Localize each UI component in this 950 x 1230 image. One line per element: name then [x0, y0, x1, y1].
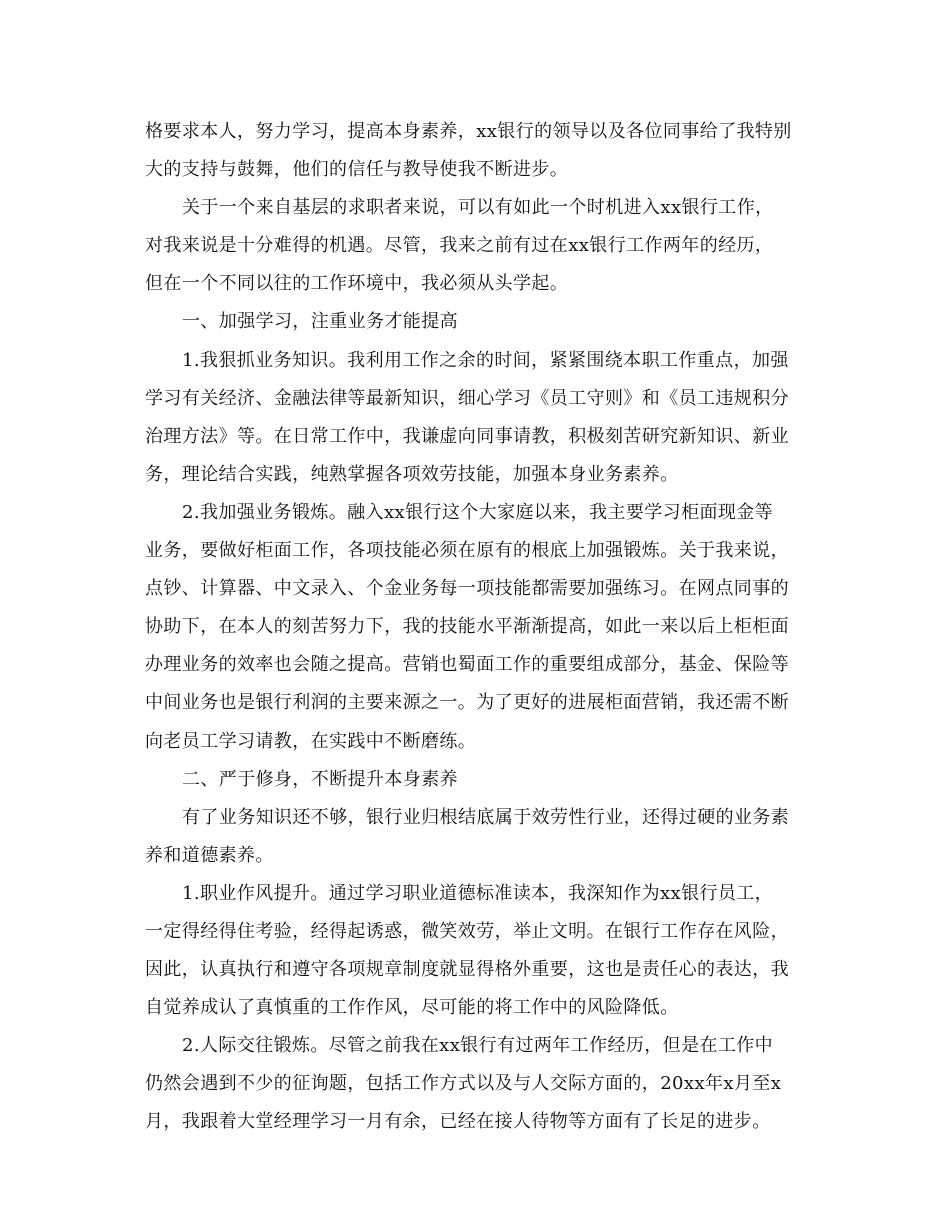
- text-line: 协助下，在本人的刻苦努力下，我的技能水平渐渐提高，如此一来以后上柜柜面: [145, 616, 789, 638]
- text-line: 办理业务的效率也会随之提高。营销也蜀面工作的重要组成部分，基金、保险等: [145, 654, 789, 676]
- text-line: 1.我狠抓业务知识。我利用工作之余的时间，紧紧围绕本职工作重点，加强: [182, 349, 789, 371]
- text-line: 一定得经得住考验，经得起诱惑，微笑效劳，举止文明。在银行工作存在风险，: [145, 920, 789, 942]
- text-line: 业务，要做好柜面工作，各项技能必须在原有的根底上加强锻炼。关于我来说，: [145, 540, 789, 562]
- text-line: 1.职业作风提升。通过学习职业道德标准读本，我深知作为xx银行员工，: [182, 882, 774, 904]
- text-line: 2.人际交往锻炼。尽管之前我在xx银行有过两年工作经历，但是在工作中: [182, 1035, 774, 1057]
- text-line: 有了业务知识还不够，银行业归根结底属于效劳性行业，还得过硬的业务素: [182, 806, 790, 828]
- text-line: 2.我加强业务锻炼。融入xx银行这个大家庭以来，我主要学习柜面现金等: [182, 501, 774, 523]
- text-line: 因此，认真执行和遵守各项规章制度就显得格外重要，这也是责任心的表达，我: [145, 959, 789, 981]
- text-line: 关于一个来自基层的求职者来说，可以有如此一个时机进入xx银行工作，: [182, 197, 774, 219]
- text-line: 一、加强学习，注重业务才能提高: [182, 311, 458, 333]
- text-line: 格要求本人，努力学习，提高本身素养，xx银行的领导以及各位同事给了我特别: [145, 121, 792, 142]
- document-body: [145, 113, 805, 1142]
- text-line: 二、严于修身，不断提升本身素养: [182, 768, 458, 790]
- text-line: 大的支持与鼓舞，他们的信任与教导使我不断进步。: [145, 159, 569, 181]
- text-line: 月，我跟着大堂经理学习一月有余，已经在接人待物等方面有了长足的进步。: [145, 1111, 771, 1133]
- text-line: 但在一个不同以往的工作环境中，我必须从头学起。: [145, 273, 569, 295]
- text-line: 点钞、计算器、中文录入、个金业务每一项技能都需要加强练习。在网点同事的: [145, 578, 789, 600]
- text-line: 学习有关经济、金融法律等最新知识，细心学习《员工守则》和《员工违规积分: [145, 387, 789, 409]
- text-line: 向老员工学习请教，在实践中不断磨练。: [145, 730, 477, 752]
- text-line: 务，理论结合实践，纯熟掌握各项效劳技能，加强本身业务素养。: [145, 463, 679, 485]
- text-line: 养和道德素养。: [145, 844, 274, 866]
- text-line: 治理方法》等。在日常工作中，我谦虚向同事请教，积极刻苦研究新知识、新业: [145, 425, 789, 447]
- text-line: 中间业务也是银行利润的主要来源之一。为了更好的进展柜面营销，我还需不断: [145, 692, 789, 714]
- text-line: 对我来说是十分难得的机遇。尽管，我来之前有过在xx银行工作两年的经历，: [145, 235, 774, 257]
- text-line: 仍然会遇到不少的征询题，包括工作方式以及与人交际方面的，20xx年x月至x: [145, 1073, 782, 1095]
- text-line: 自觉养成认了真慎重的工作作风，尽可能的将工作中的风险降低。: [145, 997, 679, 1019]
